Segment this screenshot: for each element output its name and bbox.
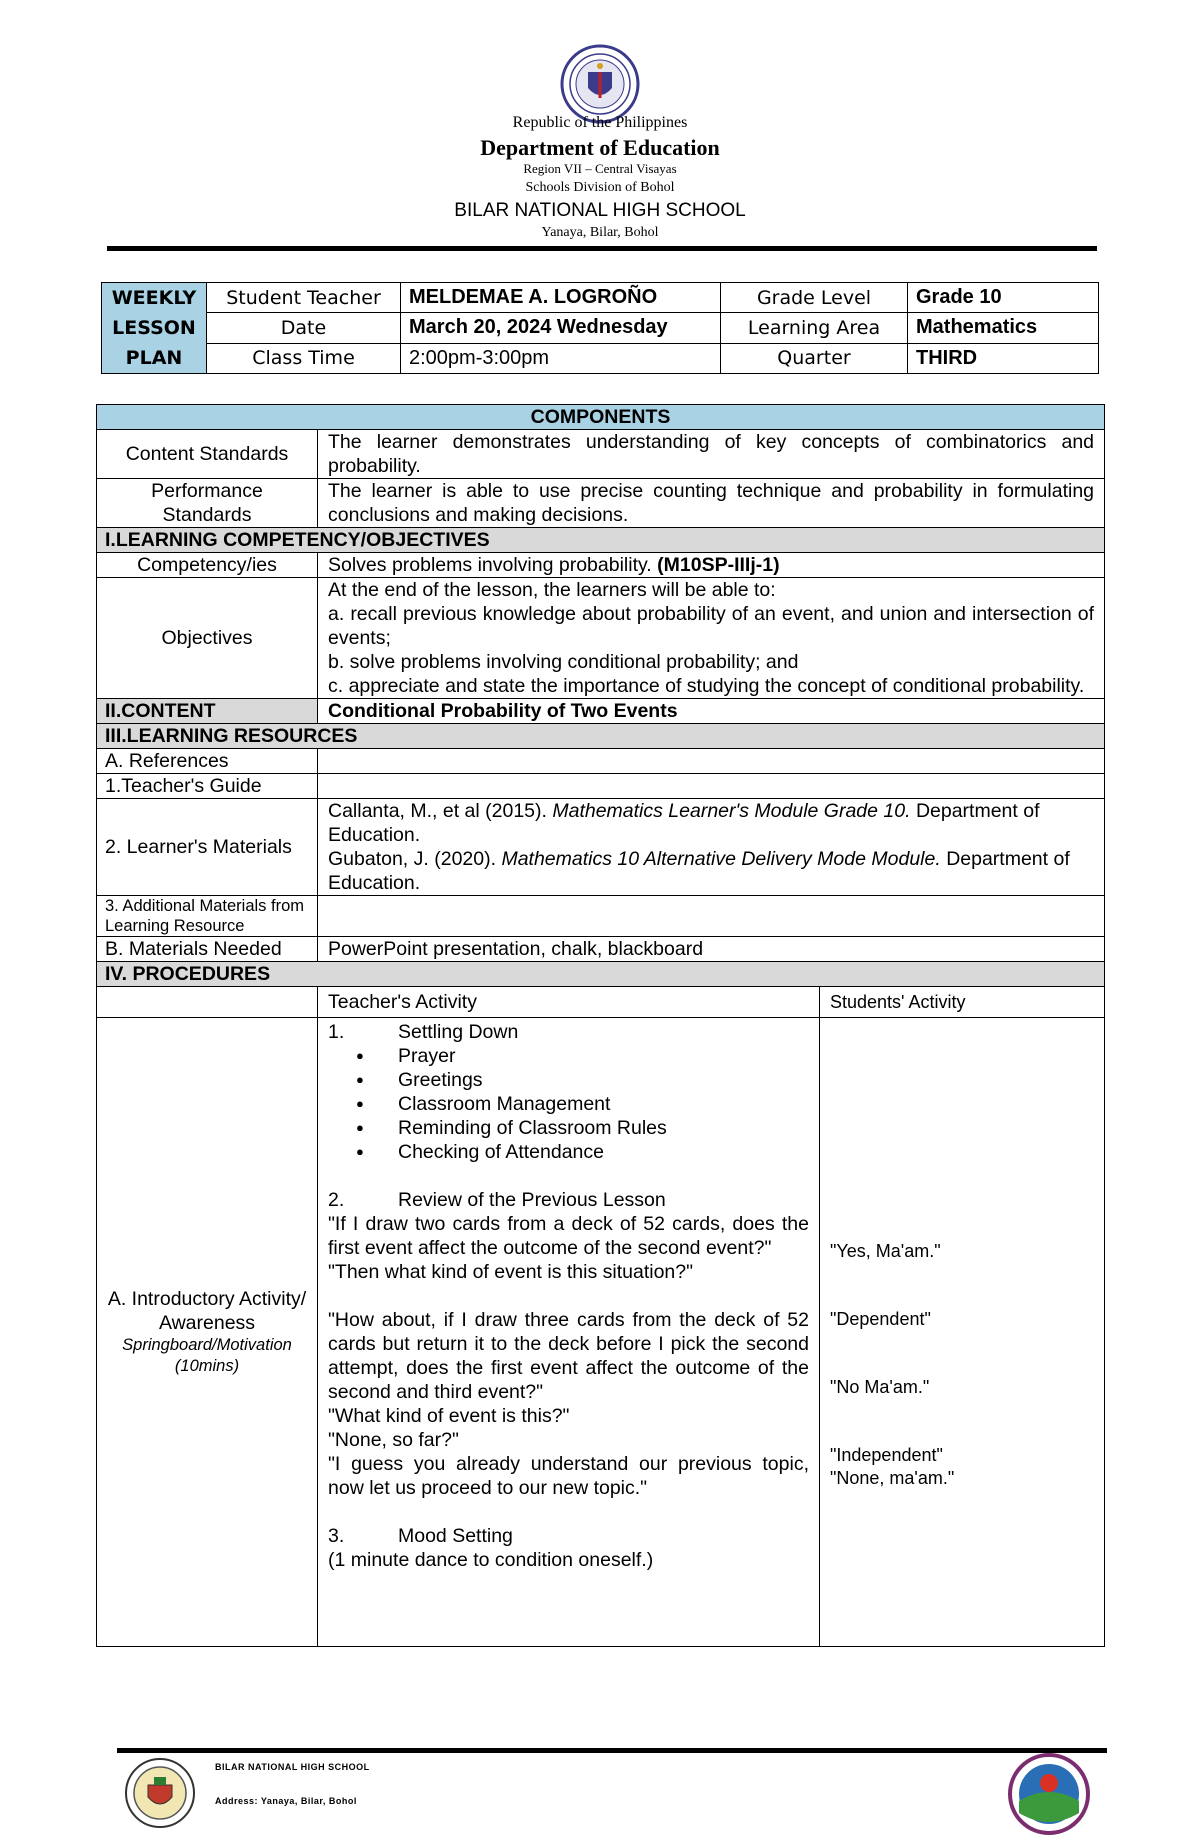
date-value: March 20, 2024 Wednesday bbox=[401, 313, 721, 343]
list-item: ● Prayer bbox=[328, 1044, 809, 1068]
header-division: Schools Division of Bohol bbox=[525, 180, 675, 195]
quarter-label: Quarter bbox=[721, 343, 908, 373]
weekly-lesson-plan-label: WEEKLY LESSON PLAN bbox=[102, 283, 207, 374]
additional-materials-value bbox=[318, 896, 1105, 937]
date-label: Date bbox=[207, 313, 401, 343]
footer-divider bbox=[117, 1748, 1107, 1753]
answer-3: "No Ma'am." bbox=[830, 1377, 930, 1397]
header-address: Yanaya, Bilar, Bohol bbox=[541, 225, 659, 240]
content-standards-label: Content Standards bbox=[97, 430, 318, 479]
class-time-label: Class Time bbox=[207, 343, 401, 373]
teachers-guide-value bbox=[318, 774, 1105, 799]
grade-level-label: Grade Level bbox=[721, 283, 908, 313]
teacher-activity-header: Teacher's Activity bbox=[318, 987, 820, 1018]
answer-2: "Dependent" bbox=[830, 1309, 931, 1329]
performance-standards-label: Performance Standards bbox=[97, 479, 318, 528]
learners-materials-label: 2. Learner's Materials bbox=[97, 799, 318, 896]
header-region: Region VII – Central Visayas bbox=[523, 161, 677, 176]
question-4: "What kind of event is this?" bbox=[328, 1405, 570, 1427]
question-3: "How about, if I draw three cards from the deck of 52 cards but return it to the deck before I pick the second attempt, does the first event affect the outcome of the second and third event?" bbox=[328, 1309, 809, 1403]
competency-code: (M10SP-IIIj-1) bbox=[657, 554, 780, 576]
competency-text: Solves problems involving probability. (M10SP-IIIj-1) bbox=[318, 553, 1105, 578]
section-content: II.CONTENT bbox=[97, 699, 318, 724]
objectives-text: At the end of the lesson, the learners will be able to: a. recall previous knowledge about probability of an event, and union and intersection of events; b. solve problems involving conditional probability; and c. appreciate and state the importance of studying the concept of conditional probability. bbox=[318, 578, 1105, 699]
components-title: COMPONENTS bbox=[97, 405, 1105, 430]
school-seal-logo bbox=[118, 1757, 202, 1829]
competency-label: Competency/ies bbox=[97, 553, 318, 578]
question-6: "I guess you already understand our previous topic, now let us proceed to our new topic." bbox=[328, 1453, 809, 1499]
list-item: ● Checking of Attendance bbox=[328, 1140, 809, 1164]
objectives-label: Objectives bbox=[97, 578, 318, 699]
question-2: "Then what kind of event is this situation?" bbox=[328, 1261, 694, 1283]
list-item: ● Classroom Management bbox=[328, 1092, 809, 1116]
class-time-value: 2:00pm-3:00pm bbox=[401, 343, 721, 373]
section-learning-resources: III.LEARNING RESOURCES bbox=[97, 724, 1105, 749]
section-procedures: IV. PROCEDURES bbox=[97, 962, 1105, 987]
question-1: "If I draw two cards from a deck of 52 cards, does the first event affect the outcome of the second event?" bbox=[328, 1213, 809, 1259]
students-activity-content bbox=[820, 1018, 1105, 1647]
header-school-name: BILAR NATIONAL HIGH SCHOOL bbox=[454, 200, 746, 221]
grade-level-value: Grade 10 bbox=[908, 283, 1099, 313]
additional-materials-label: 3. Additional Materials from Learning Resource bbox=[97, 896, 318, 937]
introductory-activity-label: A. Introductory Activity/ Awareness Springboard/Motivation (10mins) bbox=[97, 1018, 318, 1647]
section-learning-competency: I.LEARNING COMPETENCY/OBJECTIVES bbox=[97, 528, 1105, 553]
materials-needed-label: B. Materials Needed bbox=[97, 937, 318, 962]
footer-school-name: BILAR NATIONAL HIGH SCHOOL bbox=[215, 1762, 370, 1772]
references-label: A. References bbox=[97, 749, 318, 774]
learning-area-value: Mathematics bbox=[908, 313, 1099, 343]
footer-address: Address: Yanaya, Bilar, Bohol bbox=[215, 1796, 357, 1806]
students-activity-header: Students' Activity bbox=[820, 987, 1105, 1018]
list-item: ● Reminding of Classroom Rules bbox=[328, 1116, 809, 1140]
student-teacher-label: Student Teacher bbox=[207, 283, 401, 313]
content-standards-text: The learner demonstrates understanding of key concepts of combinatorics and probability. bbox=[318, 430, 1105, 479]
list-item: ● Greetings bbox=[328, 1068, 809, 1092]
quarter-value: THIRD bbox=[908, 343, 1099, 373]
references-value bbox=[318, 749, 1105, 774]
teachers-guide-label: 1.Teacher's Guide bbox=[97, 774, 318, 799]
header-republic: Republic of the Philippines bbox=[512, 114, 688, 131]
student-teacher-value: MELDEMAE A. LOGROÑO bbox=[401, 283, 721, 313]
teacher-activity-content: 1. Settling Down ● Prayer ● Greetings ● Classroom Management ● Reminding of Classroom Rules ● Checking of Attendance 2. Review of the Previous Lesson "If I draw two cards from a deck of 52 cards, does the first event affect the outcome of the second event?" "Then what kind of event is this situation?" "How about, if I draw three cards from the deck of 52 cards but return it to the deck before I pick the second attempt, does the first event affect the outcome of the second and third event?" "What kind of event is this?" "None, so far?" "I guess you already understand our previous topic, now let us proceed to our new topic." 3. Mood Setting (1 minute dance to condition oneself.) bbox=[318, 1018, 820, 1647]
content-topic: Conditional Probability of Two Events bbox=[318, 699, 1105, 724]
settling-down-list bbox=[328, 1044, 809, 1164]
lesson-info-table bbox=[101, 282, 1099, 374]
division-seal-logo bbox=[1003, 1753, 1095, 1835]
question-5: "None, so far?" bbox=[328, 1429, 459, 1451]
materials-needed-text: PowerPoint presentation, chalk, blackboard bbox=[318, 937, 1105, 962]
header-divider bbox=[107, 246, 1097, 251]
answer-5: "None, ma'am." bbox=[830, 1468, 955, 1488]
performance-standards-text: The learner is able to use precise counting technique and probability in formulating conclusions and making decisions. bbox=[318, 479, 1105, 528]
mood-setting-desc: (1 minute dance to condition oneself.) bbox=[328, 1549, 654, 1571]
answer-1: "Yes, Ma'am." bbox=[830, 1241, 941, 1261]
procedures-blank-cell bbox=[97, 987, 318, 1018]
learners-materials-text: Callanta, M., et al (2015). Mathematics Learner's Module Grade 10. Department of Education. Gubaton, J. (2020). Mathematics 10 Alternative Delivery Mode Module. Department of Education. bbox=[318, 799, 1105, 896]
answer-4: "Independent" bbox=[830, 1445, 943, 1465]
learning-area-label: Learning Area bbox=[721, 313, 908, 343]
header-department: Department of Education bbox=[480, 135, 720, 160]
components-table bbox=[96, 404, 1105, 1647]
deped-seal-logo bbox=[560, 44, 640, 124]
